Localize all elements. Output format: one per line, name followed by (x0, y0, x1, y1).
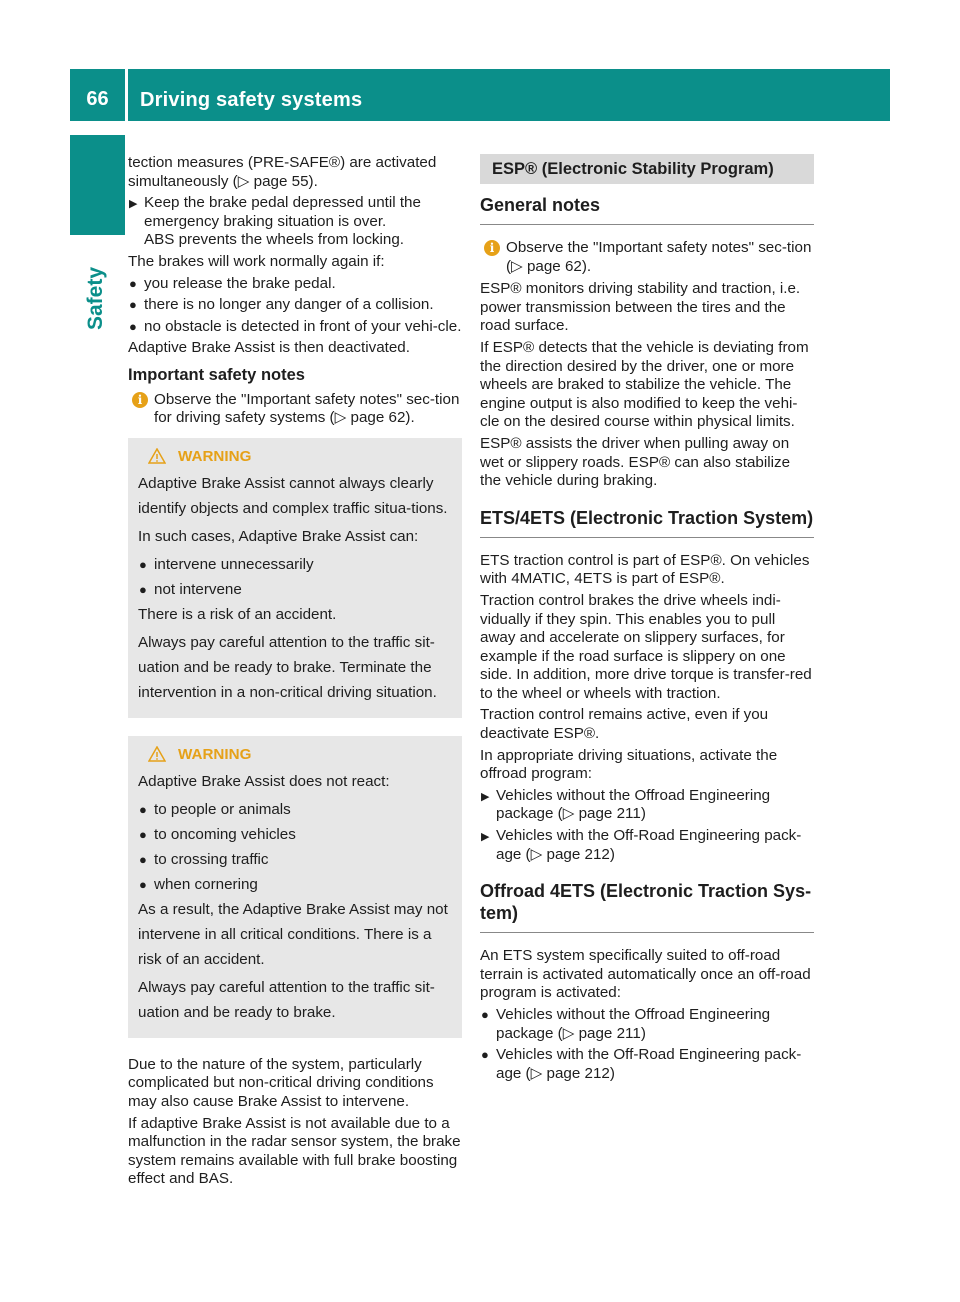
page-number: 66 (86, 88, 109, 110)
warning-header: WARNING (138, 742, 452, 767)
step-item: ▶ Vehicles without the Offroad Engineering package (▷ page 211) (481, 786, 771, 823)
list-item: ● Vehicles with the Off-Road Engineering pack-age (▷ page 212) (481, 1046, 802, 1082)
section-heading: Important safety notes (128, 365, 305, 384)
info-icon: i (484, 240, 500, 256)
warning-box (128, 736, 462, 1038)
info-icon: i (132, 392, 148, 408)
step-arrow-icon: ▶ (129, 198, 138, 211)
bullet-icon: ● (139, 851, 147, 867)
paragraph: Due to the nature of the system, particularly complicated but non-critical driving conditions may also cause Brake Assist to intervene. (128, 1055, 434, 1110)
step-item (128, 194, 462, 250)
section-heading: ETS/4ETS (Electronic Traction System) (480, 507, 814, 538)
right-column (480, 154, 814, 1086)
bullet-icon: ● (129, 318, 137, 334)
list-item: ● not intervene (138, 577, 452, 602)
warning-text: Always pay careful attention to the traffic sit-uation and be ready to brake. (138, 978, 435, 1021)
step-text: Keep the brake pedal depressed until the emergency braking situation is over. (144, 194, 421, 230)
paragraph: If ESP® detects that the vehicle is deviating from the direction desired by the driver, one or more wheels are braked to stabilize the vehicle. The engine output is also modified to keep the vehi-cle on the desired course within physical limits. (480, 338, 809, 431)
info-note: i Observe the "Important safety notes" sec-tion for driving safety systems (▷ page 62). (128, 391, 462, 428)
list-item: ● no obstacle is detected in front of your vehi-cle. (129, 317, 462, 335)
paragraph: If adaptive Brake Assist is not available due to a malfunction in the radar sensor system, the brake system remains available with full brake boosting effect and BAS. (128, 1114, 461, 1188)
list-item: ● to crossing traffic (138, 847, 452, 872)
warning-text: There is a risk of an accident. (138, 605, 337, 623)
bullet-icon: ● (139, 801, 147, 817)
list-item: ● you release the brake pedal. (129, 274, 336, 292)
bullet-icon: ● (139, 826, 147, 842)
list-item: ● when cornering (138, 872, 452, 897)
side-tab-block (70, 135, 125, 235)
side-tab-label: Safety (84, 266, 107, 330)
left-column (128, 154, 462, 1192)
paragraph: Traction control remains active, even if you deactivate ESP®. (480, 706, 769, 743)
warning-text: Adaptive Brake Assist cannot always clearly identify objects and complex traffic situa-tions. (138, 474, 448, 517)
bullet-icon: ● (129, 297, 137, 313)
esp-section-title: ESP® (Electronic Stability Program) (480, 154, 814, 184)
warning-text: Always pay careful attention to the traffic sit-uation and be ready to brake. Terminate the intervention in a non-critical driving situation. (138, 633, 437, 701)
section-heading: General notes (480, 194, 814, 225)
list-item: ● Vehicles without the Offroad Engineering package (▷ page 211) (481, 1006, 771, 1042)
warning-text: As a result, the Adaptive Brake Assist may not intervene in all critical conditions. There is a risk of an accident. (138, 900, 448, 968)
paragraph: An ETS system specifically suited to off-road terrain is activated automatically once an off-road program is activated: (480, 947, 811, 1002)
list-item: ● intervene unnecessarily (138, 552, 452, 577)
bullet-icon: ● (139, 876, 147, 892)
warning-text: In such cases, Adaptive Brake Assist can: (138, 527, 419, 545)
paragraph: ETS traction control is part of ESP®. On vehicles with 4MATIC, 4ETS is part of ESP®. (480, 551, 810, 588)
page-title: Driving safety systems (140, 89, 363, 111)
warning-triangle-icon (148, 746, 166, 762)
section-heading: Offroad 4ETS (Electronic Traction Sys-tem) (480, 880, 814, 933)
list-item: ● there is no longer any danger of a collision. (129, 296, 434, 314)
bullet-icon: ● (139, 556, 147, 572)
paragraph: ESP® assists the driver when pulling away on wet or slippery roads. ESP® can also stabilize the vehicle during braking. (480, 434, 791, 490)
paragraph: Traction control brakes the drive wheels indi-vidually if they spin. This enables you to pull away and accelerate on slippery surfaces, for example if the road surface is slippery on one side. In addition, more drive torque is transfer-red to the wheel or wheels with traction. (480, 591, 812, 702)
bullet-icon: ● (481, 1047, 489, 1063)
warning-box (128, 438, 462, 718)
list-item: ● to oncoming vehicles (138, 822, 452, 847)
list-item: ● to people or animals (138, 797, 452, 822)
paragraph: Adaptive Brake Assist is then deactivated. (128, 339, 410, 357)
step-arrow-icon: ▶ (481, 790, 490, 803)
paragraph: In appropriate driving situations, activate the offroad program: (480, 746, 778, 783)
warning-header: WARNING (138, 444, 452, 469)
paragraph: The brakes will work normally again if: (128, 252, 385, 270)
info-note: i Observe the "Important safety notes" sec-tion (▷ page 62). (480, 239, 814, 276)
paragraph: ESP® monitors driving stability and traction, i.e. power transmission between the tires and the road surface. (480, 280, 801, 335)
step-item: ▶ Vehicles with the Off-Road Engineering pack-age (▷ page 212) (481, 827, 802, 863)
bullet-icon: ● (129, 275, 137, 291)
bullet-icon: ● (481, 1007, 489, 1022)
header-separator (125, 69, 128, 121)
step-note: ABS prevents the wheels from locking. (144, 231, 404, 249)
header-bar (70, 69, 890, 121)
warning-text: Adaptive Brake Assist does not react: (138, 772, 390, 790)
step-arrow-icon: ▶ (481, 831, 490, 844)
bullet-icon: ● (139, 581, 147, 597)
warning-triangle-icon (148, 448, 166, 464)
paragraph: tection measures (PRE-SAFE®) are activated simultaneously (▷ page 55). (128, 154, 437, 190)
